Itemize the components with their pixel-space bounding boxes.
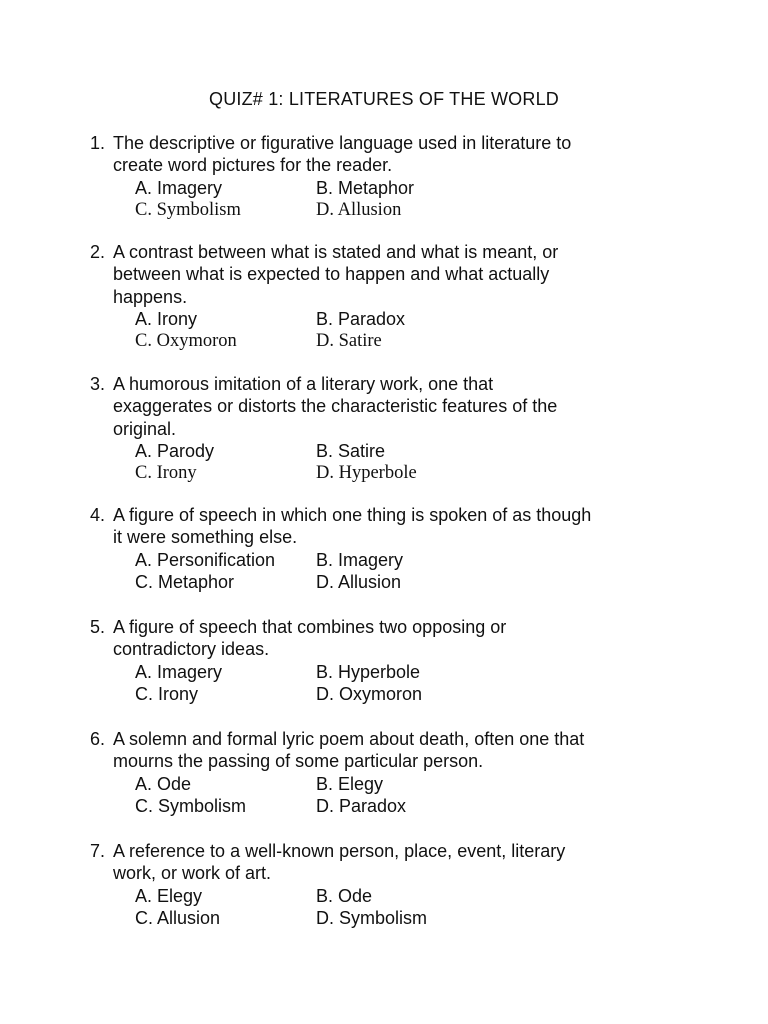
option-b: B. Satire bbox=[316, 440, 386, 461]
option-d: D. Allusion bbox=[316, 571, 402, 592]
options-row bbox=[90, 330, 690, 352]
question-5 bbox=[90, 616, 690, 705]
option-b: B. Paradox bbox=[316, 308, 406, 329]
options-row bbox=[90, 795, 690, 817]
option-c: C. Metaphor bbox=[135, 571, 235, 592]
options-row bbox=[90, 549, 690, 571]
option-c: C. Irony bbox=[135, 683, 199, 704]
question-text-line: contradictory ideas. bbox=[113, 639, 270, 660]
option-c: C. Irony bbox=[135, 463, 197, 484]
question-7 bbox=[90, 840, 690, 929]
option-b: B. Metaphor bbox=[316, 177, 415, 198]
option-d: D. Allusion bbox=[316, 199, 402, 220]
option-d: D. Symbolism bbox=[316, 907, 428, 928]
question-number: 1. bbox=[90, 133, 106, 153]
question-text-line: A figure of speech in which one thing is spoken of as though bbox=[113, 505, 592, 525]
question-2 bbox=[90, 241, 690, 352]
question-text-line: A contrast between what is stated and what is meant, or bbox=[113, 242, 559, 262]
options-row bbox=[90, 907, 690, 929]
question-number: 4. bbox=[90, 505, 106, 525]
options-row bbox=[90, 308, 690, 330]
options-row bbox=[90, 199, 690, 221]
options-row bbox=[90, 661, 690, 683]
option-b: B. Imagery bbox=[316, 549, 404, 570]
options-row bbox=[90, 885, 690, 907]
question-number: 5. bbox=[90, 617, 106, 637]
question-text-line: The descriptive or figurative language used in literature to bbox=[113, 133, 572, 153]
option-a: A. Imagery bbox=[135, 661, 223, 682]
question-text-line: work, or work of art. bbox=[113, 863, 272, 884]
question-6 bbox=[90, 728, 690, 817]
options-row bbox=[90, 571, 690, 593]
options-row bbox=[90, 773, 690, 795]
option-a: A. Imagery bbox=[135, 177, 223, 198]
option-c: C. Allusion bbox=[135, 907, 221, 928]
question-number: 6. bbox=[90, 729, 106, 749]
question-4 bbox=[90, 504, 690, 593]
option-b: B. Elegy bbox=[316, 773, 384, 794]
question-text-line: exaggerates or distorts the characteristic features of the bbox=[113, 396, 558, 417]
option-d: D. Satire bbox=[316, 331, 382, 352]
option-a: A. Parody bbox=[135, 440, 215, 461]
question-text-line: between what is expected to happen and what actually bbox=[113, 264, 550, 285]
question-text-line: happens. bbox=[113, 286, 188, 307]
question-text-line: A solemn and formal lyric poem about death, often one that bbox=[113, 729, 585, 749]
option-b: B. Ode bbox=[316, 885, 373, 906]
question-text-line: mourns the passing of some particular person. bbox=[113, 751, 484, 772]
question-number: 7. bbox=[90, 841, 106, 861]
question-number: 2. bbox=[90, 242, 106, 262]
question-text-line: A reference to a well-known person, place, event, literary bbox=[113, 841, 566, 861]
option-d: D. Paradox bbox=[316, 795, 407, 816]
question-text-line: it were something else. bbox=[113, 527, 298, 548]
question-3 bbox=[90, 373, 690, 484]
option-c: C. Symbolism bbox=[135, 795, 247, 816]
option-a: A. Elegy bbox=[135, 885, 203, 906]
option-c: C. Oxymoron bbox=[135, 331, 237, 352]
question-text-line: original. bbox=[113, 418, 177, 439]
option-a: A. Irony bbox=[135, 308, 198, 329]
options-row bbox=[90, 440, 690, 462]
option-d: D. Oxymoron bbox=[316, 683, 423, 704]
question-text-line: A figure of speech that combines two opposing or bbox=[113, 617, 507, 637]
question-text-line: create word pictures for the reader. bbox=[113, 155, 393, 176]
option-a: A. Ode bbox=[135, 773, 192, 794]
question-text-line: A humorous imitation of a literary work, one that bbox=[113, 374, 494, 394]
options-row bbox=[90, 462, 690, 484]
option-c: C. Symbolism bbox=[135, 199, 241, 220]
quiz-title: QUIZ# 1: LITERATURES OF THE WORLD bbox=[209, 89, 559, 109]
question-1 bbox=[90, 132, 690, 221]
question-number: 3. bbox=[90, 374, 106, 394]
option-b: B. Hyperbole bbox=[316, 661, 421, 682]
options-row bbox=[90, 177, 690, 199]
options-row bbox=[90, 683, 690, 705]
option-d: D. Hyperbole bbox=[316, 463, 417, 484]
option-a: A. Personification bbox=[135, 549, 276, 570]
